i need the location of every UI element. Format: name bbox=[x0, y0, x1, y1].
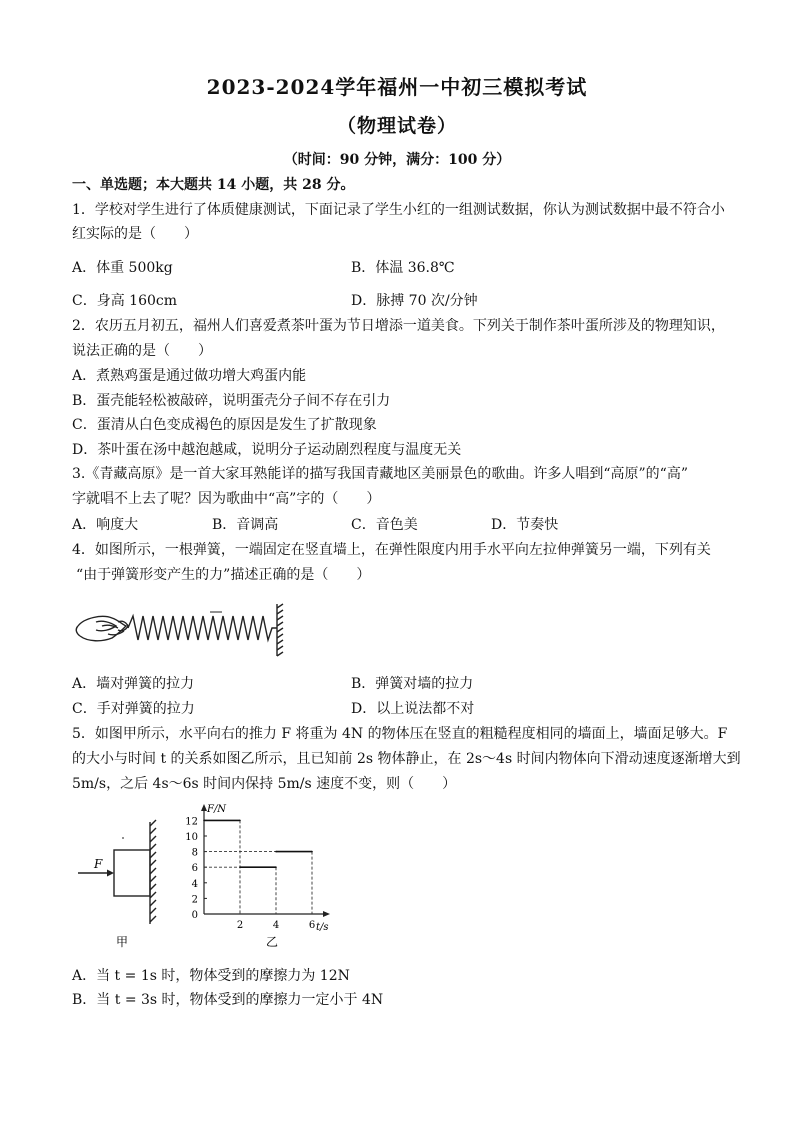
figure-label-left: 甲 bbox=[116, 935, 129, 949]
q2-stem-line2: 说法正确的是（ ） bbox=[72, 343, 212, 359]
q1-option-c: C．身高 160cm bbox=[72, 293, 177, 309]
q2-stem-line1: 2．农历五月初五，福州人们喜爱煮茶叶蛋为节日增添一道美食。下列关于制作茶叶蛋所涉及的物理知识， bbox=[72, 318, 725, 334]
hand-icon bbox=[76, 616, 128, 640]
section-heading: 一、单选题；本大题共 14 小题，共 28 分。 bbox=[72, 177, 355, 193]
q3-option-d: D．节奏快 bbox=[491, 517, 559, 533]
figure-label-right: 乙 bbox=[266, 935, 279, 949]
x-tick-label: 6 bbox=[308, 920, 316, 931]
data-point bbox=[239, 820, 241, 822]
y-tick-label: 0 bbox=[191, 910, 198, 921]
page-subtitle: （物理试卷） bbox=[336, 115, 457, 137]
q5-option-a: A．当 t = 1s 时，物体受到的摩擦力为 12N bbox=[72, 968, 350, 984]
q5-stem-line1: 5．如图甲所示，水平向右的推力 F 将重为 4N 的物体压在竖直的粗糙程度相同的墙面上，墙面足够大。F bbox=[72, 726, 728, 742]
y-axis-label: F/N bbox=[207, 804, 227, 815]
q4-option-c: C．手对弹簧的拉力 bbox=[72, 701, 195, 717]
x-tick-label: 4 bbox=[272, 920, 280, 931]
q4-option-d: D．以上说法都不对 bbox=[351, 701, 475, 717]
q5-stem-line3: 5m/s，之后 4s～6s 时间内保持 5m/s 速度不变，则（ ） bbox=[72, 776, 457, 792]
q3-stem-line2: 字就唱不上去了呢？因为歌曲中“高”字的（ ） bbox=[72, 491, 381, 507]
block bbox=[114, 850, 150, 896]
x-axis-arrow bbox=[323, 911, 330, 917]
q4-stem-line1: 4．如图所示，一根弹簧，一端固定在竖直墙上，在弹性限度内用手水平向左拉伸弹簧另一端，下列有关 bbox=[72, 542, 711, 558]
y-tick-label: 4 bbox=[191, 878, 198, 890]
q5-stem-line2: 的大小与时间 t 的关系如图乙所示，且已知前 2s 物体静止，在 2s～4s 时间内物体向下滑动速度逐渐增大到 bbox=[72, 751, 741, 767]
q5-option-b: B．当 t = 3s 时，物体受到的摩擦力一定小于 4N bbox=[72, 992, 384, 1008]
data-point bbox=[239, 866, 241, 868]
data-point bbox=[203, 820, 205, 822]
y-tick-label: 12 bbox=[185, 816, 198, 828]
q1-stem-line1: 1．学校对学生进行了体质健康测试，下面记录了学生小红的一组测试数据，你认为测试数据中最不符合小 bbox=[72, 202, 725, 218]
q1-option-d: D．脉搏 70 次/分钟 bbox=[351, 293, 478, 309]
q2-option-d: D．茶叶蛋在汤中越泡越咸，说明分子运动剧烈程度与温度无关 bbox=[72, 442, 462, 458]
spring-figure bbox=[72, 600, 302, 662]
q3-option-c: C．音色美 bbox=[351, 517, 418, 533]
force-time-chart bbox=[176, 800, 336, 950]
x-tick-label: 2 bbox=[236, 920, 244, 931]
force-label: F bbox=[94, 857, 103, 871]
y-tick-label: 8 bbox=[191, 847, 198, 859]
y-tick-label: 6 bbox=[191, 863, 198, 875]
spring bbox=[128, 616, 277, 640]
wall bbox=[277, 604, 283, 656]
exam-info: （时间：90 分钟，满分：100 分） bbox=[283, 152, 511, 168]
q3-stem-line1: 3.《青藏高原》是一首大家耳熟能详的描写我国青藏地区美丽景色的歌曲。许多人唱到“高原”的“高” bbox=[72, 466, 688, 482]
q4-option-b: B．弹簧对墙的拉力 bbox=[351, 676, 474, 692]
q4-stem-line2: “由于弹簧形变产生的力”描述正确的是（ ） bbox=[76, 567, 371, 583]
y-tick-label: 10 bbox=[185, 832, 198, 843]
q3-option-b: B．音调高 bbox=[212, 517, 279, 533]
q2-option-a: A．煮熟鸡蛋是通过做功增大鸡蛋内能 bbox=[72, 368, 307, 384]
q2-option-b: B．蛋壳能轻松被敲碎，说明蛋壳分子间不存在引力 bbox=[72, 393, 391, 409]
data-point bbox=[275, 851, 277, 853]
x-axis-label: t/s bbox=[316, 922, 329, 933]
q2-option-c: C．蛋清从白色变成褐色的原因是发生了扩散现象 bbox=[72, 417, 377, 433]
q4-option-a: A．墙对弹簧的拉力 bbox=[72, 676, 195, 692]
block-wall-figure bbox=[72, 818, 172, 958]
page-title: 2023-2024学年福州一中初三模拟考试 bbox=[206, 75, 588, 99]
data-point bbox=[311, 851, 313, 853]
q1-option-a: A．体重 500kg bbox=[72, 260, 173, 276]
q3-option-a: A．响度大 bbox=[72, 517, 139, 533]
q1-option-b: B．体温 36.8℃ bbox=[351, 260, 455, 276]
data-point bbox=[275, 866, 277, 868]
wall bbox=[150, 820, 156, 924]
q1-stem-line2: 红实际的是（ ） bbox=[72, 226, 198, 242]
y-tick-label: 2 bbox=[191, 894, 198, 906]
